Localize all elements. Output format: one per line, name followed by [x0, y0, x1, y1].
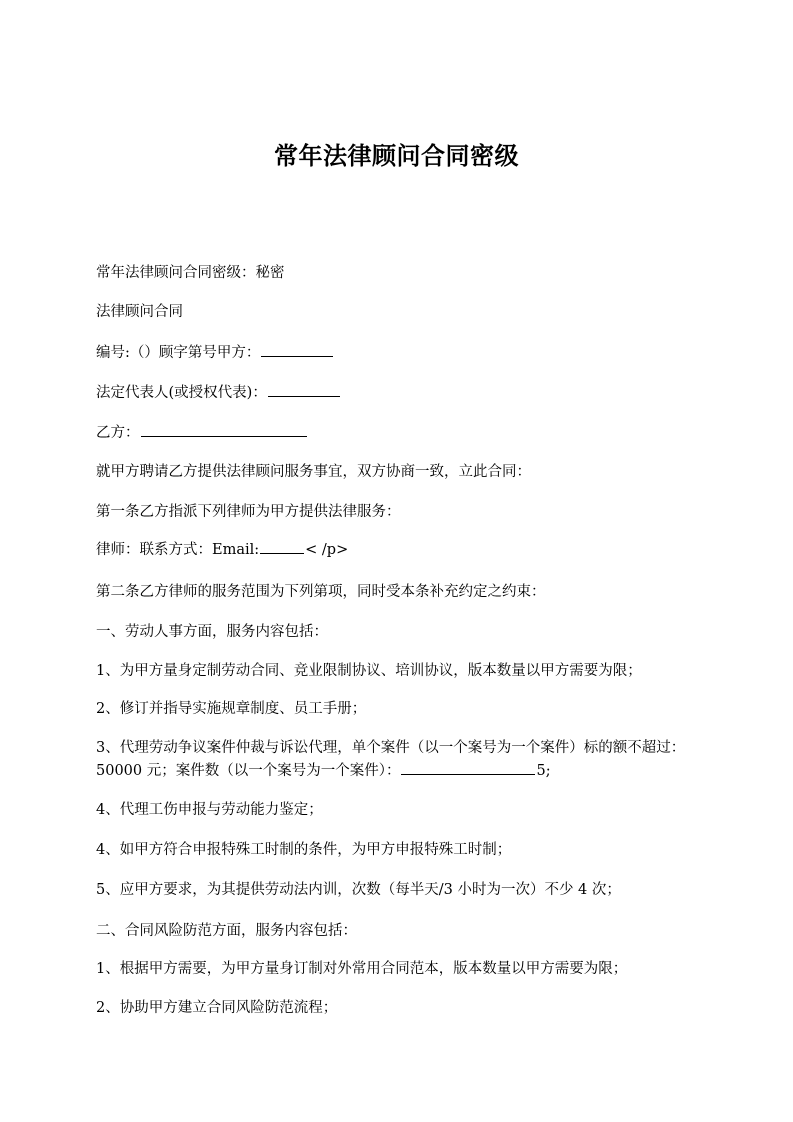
email-blank	[260, 538, 304, 554]
contract-risk-item-1: 1、根据甲方需要，为甲方量身订制对外常用合同范本，版本数量以甲方需要为限；	[96, 961, 628, 977]
party-b-blank	[141, 421, 307, 437]
contract-risk-item-2: 2、协助甲方建立合同风险防范流程；	[96, 1000, 338, 1016]
section-contract-risk-heading: 二、合同风险防范方面，服务内容包括：	[96, 923, 357, 939]
labor-item-3	[96, 737, 706, 782]
case-count-blank	[401, 759, 535, 775]
contract-number-label: 编号:（）顾字第号甲方：	[96, 345, 261, 361]
lawyer-contact-trailing-text: < /p>	[305, 542, 349, 558]
contract-number-line	[96, 341, 706, 364]
labor-item-4b: 4、如甲方符合申报特殊工时制的条件，为甲方申报特殊工时制；	[96, 842, 512, 858]
labor-item-2: 2、修订并指导实施规章制度、员工手册；	[96, 701, 367, 717]
section-labor-heading: 一、劳动人事方面，服务内容包括：	[96, 624, 328, 640]
document-title: 常年法律顾问合同密级	[274, 142, 519, 170]
legal-representative-label: 法定代表人(或授权代表)：	[96, 385, 267, 401]
party-b-label: 乙方：	[96, 425, 140, 441]
labor-item-3-text: 3、代理劳动争议案件仲裁与诉讼代理，单个案件（以一个案号为一个案件）标的额不超过：50000 元；案件数（以一个案号为一个案件）：	[96, 740, 686, 779]
labor-item-5: 5、应甲方要求，为其提供劳动法内训，次数（每半天/3 小时为一次）不少 4 次；	[96, 882, 621, 898]
party-a-blank	[261, 341, 333, 357]
classification-line: 常年法律顾问合同密级：秘密	[96, 265, 285, 281]
preamble-paragraph: 就甲方聘请乙方提供法律顾问服务事宜，双方协商一致，立此合同：	[96, 464, 531, 480]
party-b-line	[96, 421, 706, 444]
legal-representative-line	[96, 381, 706, 404]
lawyer-contact-line	[96, 538, 706, 561]
contract-name-line: 法律顾问合同	[96, 304, 183, 320]
case-count-value: 5;	[536, 763, 551, 779]
lawyer-contact-label: 律师：联系方式：Email:	[96, 542, 260, 558]
labor-item-4: 4、代理工伤申报与劳动能力鉴定；	[96, 802, 323, 818]
legal-representative-blank	[268, 381, 340, 397]
article-one-heading: 第一条乙方指派下列律师为甲方提供法律服务：	[96, 504, 401, 520]
article-two-heading: 第二条乙方律师的服务范围为下列第项，同时受本条补充约定之约束：	[96, 584, 546, 600]
labor-item-1: 1、为甲方量身定制劳动合同、竞业限制协议、培训协议，版本数量以甲方需要为限；	[96, 663, 642, 679]
